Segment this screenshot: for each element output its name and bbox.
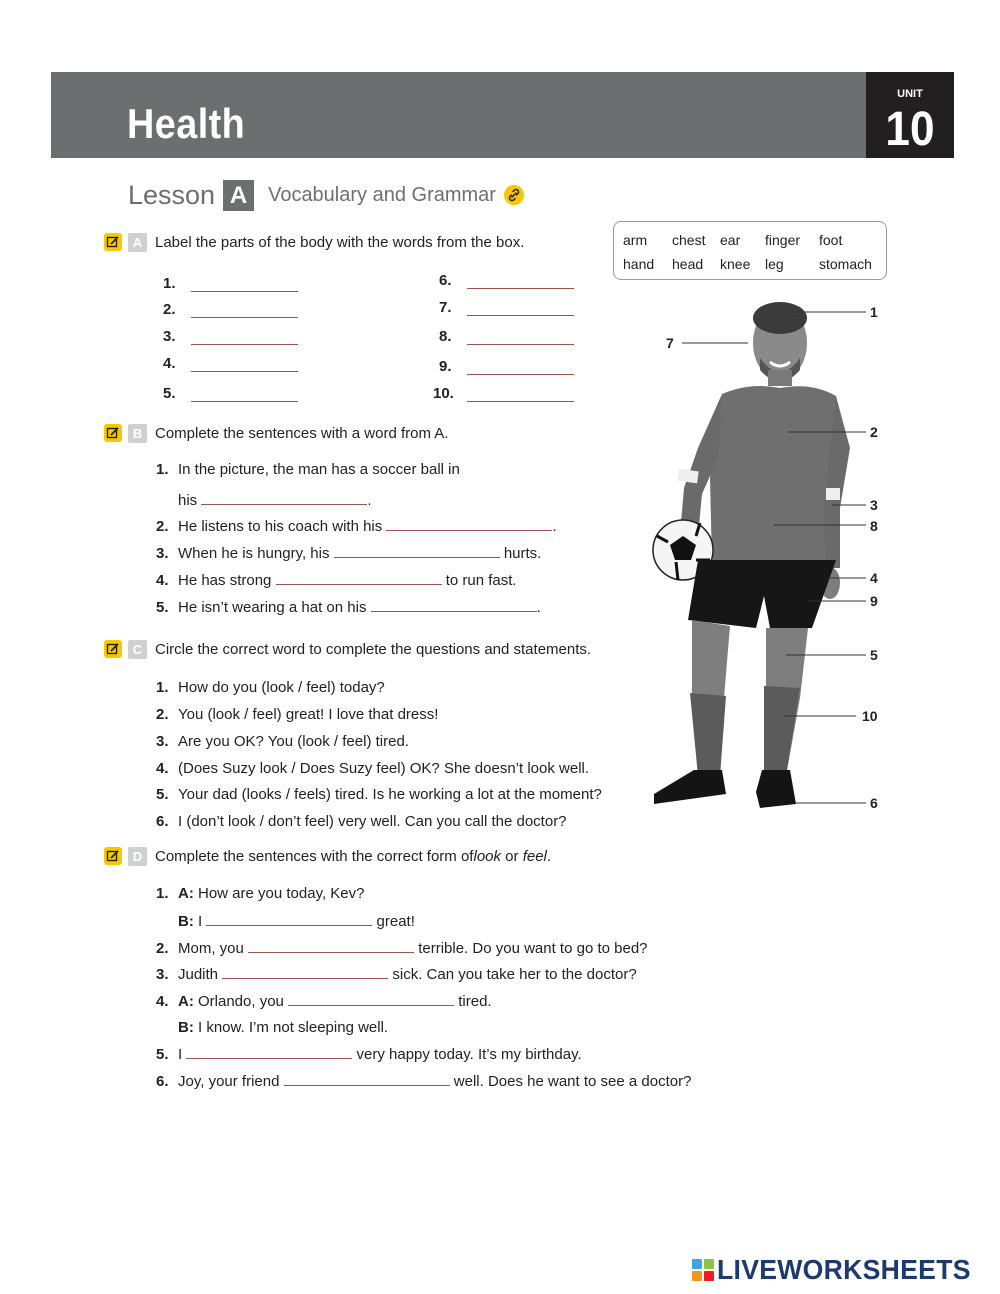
sentence-text: Judith: [178, 966, 219, 983]
answer-blank[interactable]: [334, 544, 500, 558]
exercise-d-instruction-end: .: [546, 847, 552, 865]
item-number: 3.: [156, 733, 169, 750]
item-number: 4.: [156, 760, 169, 777]
item-number: 5.: [156, 599, 169, 616]
item-number: 5.: [156, 786, 169, 803]
callout-number: 5: [870, 647, 878, 663]
lesson-subtitle: Vocabulary and Grammar: [268, 183, 496, 206]
b-item-1: [156, 461, 460, 481]
pencil-icon: [104, 847, 122, 865]
item-number: 4.: [156, 993, 169, 1010]
d-item-6: [156, 1072, 691, 1092]
sentence-text: He has strong: [178, 572, 272, 589]
sentence-text: tired.: [458, 993, 492, 1010]
answer-blank[interactable]: [248, 939, 414, 953]
sentence-text: to run fast.: [445, 572, 517, 589]
sentence-text: his: [178, 492, 198, 509]
item-number: 6.: [156, 813, 169, 830]
item-number: 1.: [156, 679, 169, 696]
callout-number: 10: [862, 708, 878, 724]
sentence-text: well. Does he want to see a doctor?: [453, 1073, 692, 1090]
item-number: 6.: [156, 1073, 169, 1090]
callout-number: 1: [870, 304, 878, 320]
speaker-label: B:: [178, 913, 194, 930]
c-item-6[interactable]: [156, 813, 567, 833]
exercise-letter: C: [128, 640, 147, 659]
speaker-label: A:: [178, 885, 194, 902]
sentence-text: very happy today. It’s my birthday.: [356, 1046, 582, 1063]
d-item-4-b: [178, 1019, 388, 1039]
answer-blank[interactable]: [276, 571, 442, 585]
sentence-text: When he is hungry, his: [178, 545, 330, 562]
sentence-text: Your dad (looks / feels) tired. Is he working a lot at the moment?: [178, 786, 602, 803]
d-item-2: [156, 939, 648, 959]
sentence-text: In the picture, the man has a soccer ball in: [178, 461, 460, 478]
speaker-label: B:: [178, 1019, 194, 1036]
b-item-3: [156, 544, 541, 564]
item-number: 7.: [439, 299, 452, 316]
page-title: Health: [127, 100, 246, 147]
callout-number: 6: [870, 795, 878, 811]
sentence-text: I: [198, 913, 203, 930]
item-number: 2.: [156, 940, 169, 957]
b-item-2: [156, 517, 557, 537]
item-number: 4.: [156, 572, 169, 589]
exercise-a-instruction: Label the parts of the body with the words from the box.: [155, 233, 525, 251]
item-number: 3.: [163, 328, 176, 345]
sentence-text: You (look / feel) great! I love that dress!: [178, 706, 439, 723]
sentence-text: .: [552, 518, 557, 535]
item-number: 3.: [156, 966, 169, 983]
item-number: 5.: [156, 1046, 169, 1063]
item-number: 3.: [156, 545, 169, 562]
sentence-text: hurts.: [503, 545, 542, 562]
answer-blank[interactable]: [386, 517, 552, 531]
c-item-1[interactable]: [156, 679, 385, 699]
item-number: 5.: [163, 385, 176, 402]
d-item-5: [156, 1045, 582, 1065]
d-item-3: [156, 965, 637, 985]
sentence-text: He isn’t wearing a hat on his: [178, 599, 367, 616]
item-number: 6.: [439, 272, 452, 289]
exercise-b-instruction: Complete the sentences with a word from A.: [155, 424, 449, 442]
exercise-d-heading: [104, 845, 551, 867]
exercise-c-heading: [104, 638, 591, 660]
answer-blank[interactable]: [206, 912, 372, 926]
answer-blank[interactable]: [288, 992, 454, 1006]
callout-number: 7: [666, 335, 674, 351]
answer-blank[interactable]: [186, 1045, 352, 1059]
d-item-4: [156, 992, 492, 1012]
item-number: 2.: [156, 706, 169, 723]
word-box-word: foot: [819, 232, 843, 248]
item-number: 2.: [156, 518, 169, 535]
exercise-d-instruction-feel: feel: [522, 847, 547, 865]
word-box-word: head: [672, 256, 704, 272]
callout-number: 4: [870, 570, 878, 586]
exercise-d-instruction-or: or: [501, 847, 523, 865]
exercise-d-instruction-look: look: [473, 847, 502, 865]
word-box-word: knee: [720, 256, 751, 272]
word-box-word: leg: [765, 256, 784, 272]
liveworksheets-logo[interactable]: [692, 1254, 984, 1286]
exercise-letter: A: [128, 233, 147, 252]
sentence-text: .: [536, 599, 541, 616]
answer-blank[interactable]: [222, 965, 388, 979]
word-box-word: finger: [765, 232, 801, 248]
sentence-text: great!: [376, 913, 415, 930]
d-item-1: [156, 885, 364, 905]
b-item-1-cont: [178, 491, 372, 511]
exercise-letter: D: [128, 847, 147, 866]
c-item-2[interactable]: [156, 706, 438, 726]
sentence-text: I: [178, 1046, 183, 1063]
pencil-icon: [104, 640, 122, 658]
word-box-word: arm: [623, 232, 648, 248]
word-box-word: chest: [672, 232, 706, 248]
word-box-word: hand: [623, 256, 655, 272]
answer-blank[interactable]: [201, 491, 367, 505]
unit-number: 10: [885, 103, 935, 156]
d-item-1-b: [178, 912, 415, 932]
item-number: 1.: [156, 461, 169, 478]
pencil-icon: [104, 424, 122, 442]
word-box-word: ear: [720, 232, 741, 248]
sentence-text: Are you OK? You (look / feel) tired.: [178, 733, 409, 750]
callout-number: 3: [870, 497, 878, 513]
sentence-text: sick. Can you take her to the doctor?: [392, 966, 637, 983]
lesson-letter: A: [223, 180, 254, 211]
exercise-d-instruction-pre: Complete the sentences with the correct form of: [155, 847, 474, 865]
sentence-text: Joy, your friend: [178, 1073, 280, 1090]
c-item-5[interactable]: [156, 786, 602, 806]
sentence-text: Mom, you: [178, 940, 244, 957]
sentence-text: I know. I’m not sleeping well.: [198, 1019, 389, 1036]
sentence-text: How are you today, Kev?: [198, 885, 365, 902]
exercise-b-heading: [104, 422, 448, 444]
item-number: 8.: [439, 328, 452, 345]
item-number: 4.: [163, 355, 176, 372]
exercise-c-instruction: Circle the correct word to complete the questions and statements.: [155, 640, 592, 658]
sentence-text: .: [367, 492, 372, 509]
sentence-text: (Does Suzy look / Does Suzy feel) OK? She doesn’t look well.: [178, 760, 590, 777]
callout-number: 9: [870, 593, 878, 609]
item-number: 10.: [433, 385, 454, 402]
sentence-text: I (don’t look / don’t feel) very well. Can you call the doctor?: [178, 813, 567, 830]
answer-blank[interactable]: [371, 598, 537, 612]
c-item-4[interactable]: [156, 760, 589, 780]
logo-mark-icon: [692, 1259, 714, 1281]
item-number: 1.: [163, 275, 176, 292]
item-number: 9.: [439, 358, 452, 375]
unit-label: UNIT: [897, 88, 923, 100]
exercise-letter: B: [128, 424, 147, 443]
callout-number: 2: [870, 424, 878, 440]
c-item-3[interactable]: [156, 733, 409, 753]
sentence-text: How do you (look / feel) today?: [178, 679, 385, 696]
callout-number: 8: [870, 518, 878, 534]
speaker-label: A:: [178, 993, 194, 1010]
logo-text: LIVEWORKSHEETS: [717, 1254, 971, 1285]
word-box-word: stomach: [819, 256, 872, 272]
lesson-word: Lesson: [128, 179, 216, 210]
item-number: 1.: [156, 885, 169, 902]
answer-blank[interactable]: [284, 1072, 450, 1086]
b-item-5: [156, 598, 541, 618]
sentence-text: He listens to his coach with his: [178, 518, 383, 535]
b-item-4: [156, 571, 517, 591]
sentence-text: terrible. Do you want to go to bed?: [418, 940, 648, 957]
sentence-text: Orlando, you: [198, 993, 284, 1010]
item-number: 2.: [163, 301, 176, 318]
